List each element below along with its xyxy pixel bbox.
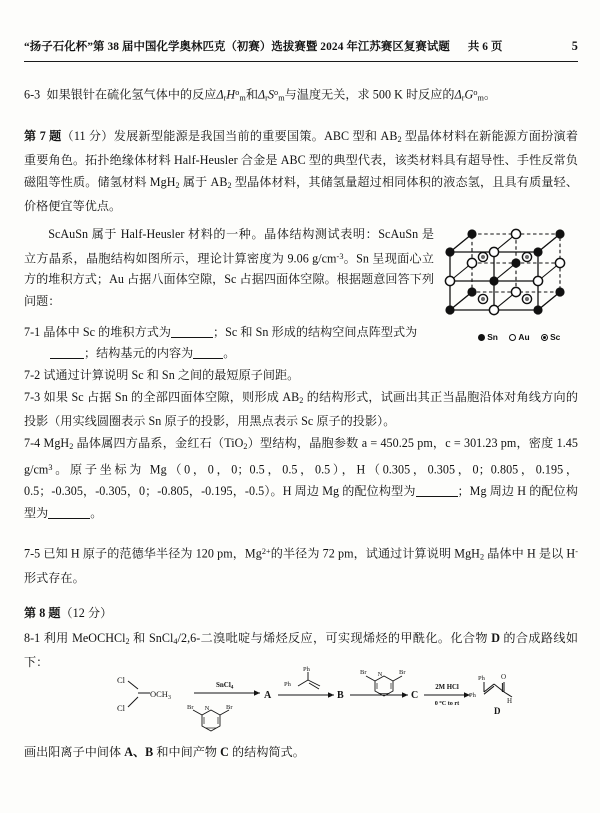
mgh2-sub-1: 2 [175, 180, 180, 190]
q8-1-label: 8-1 [24, 631, 41, 645]
q7-5-d: 形式存在。 [24, 570, 85, 585]
ph-top-label-product: Ph [478, 675, 485, 682]
q8-1-e: 的合成路线如下： [24, 631, 578, 670]
delta-1: Δ [216, 87, 224, 102]
q7-para2-b: 。Sn 呈现面心立方的堆积方式；Au 占据八面体空隙，Sc 占据四面体空隙。根据题意回答下列问题： [24, 250, 434, 308]
filled-circle-icon [478, 334, 485, 341]
enthalpy-symbol: H [226, 87, 236, 102]
q8-final-a: 画出阳离子中间体 [24, 745, 125, 759]
dibromopyridine-reagent-2 [366, 676, 402, 696]
scausn-unit-cell-figure [438, 214, 594, 362]
q7-4-d: 。原子坐标为 Mg（0，0，0；0.5，0.5，0.5），H（0.305，0.305，0；0.805，0.195，0.5；-0.305，-0.305，0；-0.805，-0.195，-0.5）。H 周边 Mg 的配位构型为 [24, 462, 578, 499]
q8-final-b: 和中间产物 [153, 745, 221, 759]
product-d-label: D [494, 706, 501, 716]
delta-3-sub: r [461, 93, 465, 103]
q7-5-a: 已知 H 原子的范德华半径为 120 pm，Mg [43, 546, 262, 561]
question-7-intro [24, 126, 578, 218]
br-right-label-1: Br [226, 704, 233, 711]
page-number: 5 [571, 39, 578, 53]
q7-4-f: 。 [90, 505, 103, 520]
ph-left-label-product: Ph [469, 692, 476, 699]
q7-4-c: ）型结构，晶胞参数 a = 450.25 pm，c = 301.23 pm，密度 1.45 g/cm [24, 436, 578, 477]
question-7-1 [24, 322, 434, 344]
br-left-label-2: Br [360, 669, 367, 676]
page-header [24, 38, 578, 62]
legend-item-sn [478, 332, 498, 342]
q7-3-b: 的结构形式，试画出其正当晶胞沿体对角线方向的投影（用实线圆圈表示 Sn 原子的投影，用黑点表示 Sc 原子的投影）。 [24, 390, 578, 429]
cell-diagonals [450, 234, 560, 310]
q7-5-b: 的半径为 72 pm，试通过计算说明 MgH [270, 546, 480, 561]
delta-2-sub: r [265, 93, 268, 103]
density-exp: -3 [336, 251, 344, 261]
legend-label-sc: Sc [550, 332, 561, 342]
open-circle-icon [509, 334, 516, 341]
legend-item-sc [541, 332, 561, 342]
pyridine-n-label-1: N [204, 705, 210, 712]
question-8-title [24, 603, 578, 625]
q7-5-c: 晶体中 H 是以 H [484, 546, 576, 561]
answer-blank-7-1-1[interactable] [171, 337, 213, 338]
mg-charge-sup: 2+ [261, 547, 271, 556]
q7-4-a: MgH [43, 436, 70, 450]
figure-legend [444, 332, 594, 342]
diphenylethylene-reagent [298, 672, 320, 689]
ab2-sub-1: 2 [397, 134, 402, 144]
cl-bottom-label: Cl [117, 703, 126, 713]
q6-3-text-d: 。 [483, 87, 497, 102]
q7-2-text: 试通过计算说明 Sc 和 Sn 之间的最短原子间距。 [43, 368, 300, 382]
question-7-1-cont [24, 343, 578, 365]
pyridine-n-label-2: N [377, 671, 383, 678]
carbonyl-o-label: O [501, 673, 507, 681]
gibbs-sub: m [477, 93, 484, 103]
q8-score: （12 分） [60, 606, 113, 620]
temperature-condition: 0 $^o$C to rt [434, 699, 460, 707]
q7-1-a: 晶体中 Sc 的堆积方式为 [43, 325, 171, 339]
q7-2-label: 7-2 [24, 368, 41, 382]
q8-final-c: 的结构简式。 [228, 745, 305, 759]
q6-3-label: 6-3 [24, 87, 41, 102]
q6-3-text-b: 和 [245, 87, 258, 102]
question-7-5 [24, 541, 578, 589]
question-6-3 [24, 82, 578, 109]
ph-left-label-alkene: Ph [284, 681, 291, 688]
answer-blank-7-1-2[interactable] [50, 358, 84, 359]
q7-1-c: ；结构基元的内容为 [84, 346, 194, 360]
bullseye-circle-icon [541, 334, 548, 341]
sc-atoms [478, 252, 531, 303]
gibbs-symbol: G [464, 87, 474, 102]
q7-intro-d: 型晶体材料，其储氢量超过相同体积的液态氢，且具有质量轻、价格便宜等优点。 [24, 174, 578, 214]
entropy-sup: o [274, 88, 279, 97]
q7-title: 第 7 题 [24, 129, 62, 143]
arrow-1-group [187, 681, 260, 731]
answer-blank-7-4-2[interactable] [48, 518, 90, 519]
entropy-symbol: S [267, 87, 275, 102]
ab2-sub-2: 2 [227, 180, 232, 190]
delta-3: Δ [454, 87, 462, 102]
q7-3-a: 如果 Sc 占据 Sn 的全部四面体空隙，则形成 AB [43, 390, 300, 404]
enthalpy-sup: o [235, 88, 240, 97]
density-exp-2: 3 [48, 463, 53, 473]
tio2-sub: 2 [243, 441, 248, 451]
synthesis-scheme [112, 662, 514, 744]
compound-d-ref: D [491, 631, 501, 645]
intermediate-b-label: B [337, 690, 344, 701]
enthalpy-sub: m [239, 93, 246, 103]
legend-item-au [509, 332, 530, 342]
q6-3-text-c: 与温度无关，求 500 K 时反应的 [284, 87, 455, 102]
q7-intro-a: 发展新型能源是我国当前的重要国策。ABC 型和 AB [113, 129, 398, 143]
br-right-label-2: Br [399, 669, 406, 676]
legend-label-sn: Sn [487, 332, 498, 342]
q7-3-label: 7-3 [24, 390, 41, 404]
answer-blank-7-4-1[interactable] [416, 496, 458, 497]
ome-label: $OCH_3$ [150, 689, 171, 701]
q7-score: （11 分） [61, 129, 114, 143]
total-pages: 共 6 页 [467, 41, 503, 53]
ab2-sub-3: 2 [299, 395, 304, 405]
ph-top-label-alkene: Ph [303, 666, 310, 673]
q7-5-label: 7-5 [24, 546, 41, 561]
q7-1-d: 。 [223, 346, 236, 360]
product-d-structure [469, 673, 512, 716]
answer-blank-7-1-3[interactable] [193, 358, 223, 359]
dibromopyridine-reagent-1 [193, 710, 229, 731]
q8-title: 第 8 题 [24, 606, 61, 620]
q7-1-b: ；Sc 和 Sn 形成的结构空间点阵型式为 [213, 325, 418, 339]
compounds-ab-ref: A、B [124, 745, 154, 759]
arrow-2-group [278, 666, 334, 698]
hydride-sup: - [575, 547, 578, 556]
q7-para2-a: ScAuSn 属于 Half-Heusler 材料的一种。晶体结构测试表明：ScAuSn 是立方晶系，晶胞结构如图所示，理论计算密度为 9.06 g/cm [24, 227, 434, 265]
delta-1-sub: r [223, 93, 227, 103]
q7-4-label: 7-4 [24, 436, 41, 450]
q8-1-c: /2,6-二溴吡啶与烯烃反应，可实现烯烃的甲酰化。化合物 [177, 631, 492, 645]
sncl4-sub: 4 [173, 636, 178, 646]
question-8-final-prompt [24, 742, 578, 764]
q8-1-b: 和 SnCl [129, 631, 174, 645]
meochcl2-sub: 2 [125, 636, 130, 646]
unit-cell-svg [438, 214, 594, 334]
mgh2-sub-2: 2 [69, 441, 74, 451]
synthesis-scheme-svg [112, 662, 514, 744]
q7-1-label: 7-1 [24, 325, 41, 339]
exam-title: “扬子石化杯”第 38 届中国化学奥林匹克（初赛）选拔赛暨 2024 年江苏赛区复赛试题 [24, 41, 450, 53]
reagent-dichloromethyl-methyl-ether [117, 675, 171, 713]
cl-top-label: Cl [117, 675, 126, 685]
aldehyde-h-label: H [507, 697, 513, 705]
q7-4-b: 晶体属四方晶系，金红石（TiO [73, 436, 244, 450]
mgh2-sub-3: 2 [479, 552, 485, 562]
arrow-3-group [350, 669, 408, 698]
legend-label-au: Au [518, 332, 530, 342]
question-7-2 [24, 365, 578, 387]
q7-intro-c: 属于 AB [179, 174, 228, 189]
q8-1-a: 利用 MeOCHCl [43, 631, 126, 645]
arrow-4-group [424, 684, 470, 707]
intermediate-c-label: C [411, 690, 419, 701]
q6-3-text-a: 如果银针在硫化氢气体中的反应 [46, 87, 217, 102]
question-7-4 [24, 433, 578, 524]
question-7-scausn-paragraph [24, 224, 434, 312]
hcl-condition: 2M HCl [435, 684, 459, 691]
delta-2: Δ [257, 87, 266, 102]
br-left-label-1: Br [187, 704, 194, 711]
gibbs-sup: o [473, 88, 478, 97]
q7-intro-b: 型晶体材料在新能源方面扮演着重要角色。拓扑绝缘体材料 Half-Heusler 合金是 ABC 型的典型代表，该类材料具有超导性、手性反常负磁阻等性质。储氢材料 MgH [24, 129, 579, 189]
intermediate-a-label: A [264, 690, 272, 701]
q7-4-e: ；Mg 周边 H 的配位构型为 [24, 484, 578, 520]
entropy-sub: m [278, 93, 285, 103]
question-7-3 [24, 387, 578, 433]
compound-c-ref: C [220, 745, 229, 759]
sncl4-condition: SnCl$_4$ [216, 681, 234, 691]
